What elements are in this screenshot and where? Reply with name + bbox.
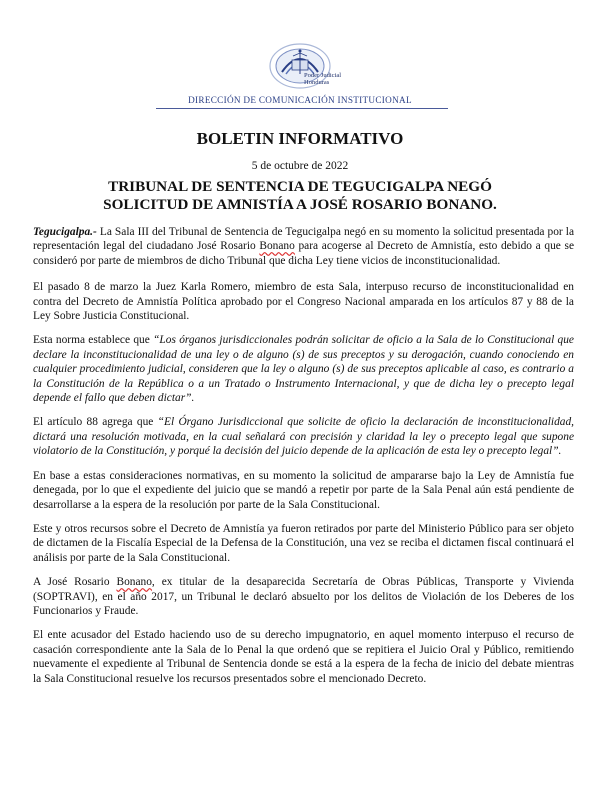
bulletin-date: 5 de octubre de 2022 (251, 160, 349, 172)
paragraph-2: El pasado 8 de marzo la Juez Karla Romero, miembro de esta Sala, interpuso recurso de inconstitucionalidad en contra del Decreto de Amnistía Política aprobado por el Congreso Nacional amparada en los artículos 87 y 88 de la Ley Sobre Justicia Constitucional. (33, 281, 574, 323)
paragraph-5: En base a estas consideraciones normativas, en su momento la solicitud de ampararse bajo la Ley de Amnistía fue denegada, por lo que el expediente del juicio que se mandó a repetir por parte de la Sala Penal aún está pendiente de desarrollarse a la espera de la resolución por parte de la Sala Constitucional. (33, 469, 574, 511)
paragraph-1 (33, 225, 574, 268)
poder-judicial-logo-icon (262, 38, 338, 96)
paragraph-6: Este y otros recursos sobre el Decreto de Amnistía ya fueron retirados por parte del Ministerio Público para ser objeto de dictamen de la Fiscalía Especial de la Defensa de la Constitución, una vez se reciba el dictamen fiscal continuará el análisis por parte de la Sala Constitucional. (33, 522, 574, 564)
headline-line-1: TRIBUNAL DE SENTENCIA DE TEGUCIGALPA NEGÓ (108, 178, 492, 195)
person-name: Bonano (259, 240, 295, 253)
person-name: Bonano (116, 576, 152, 589)
paragraph-4-intro: El artículo 88 agrega que (33, 416, 158, 429)
paragraph-4-quote: “El Órgano Jurisdiccional que solicite de oficio la declaración de inconstitucionalidad, dictará una resolución motivada, en la cual señalará con precisión y claridad la ley o precepto legal que supone violatorio de la Constitución, y porqué la decisión del juicio depende de la aplicación de esta ley o precepto legal”. (33, 416, 574, 458)
logo-caption (304, 72, 341, 86)
paragraph-3 (33, 333, 574, 405)
paragraph-7-text-a: A José Rosario (33, 576, 117, 589)
bulletin-title: BOLETIN INFORMATIVO (196, 129, 404, 148)
paragraph-3-quote: “Los órganos jurisdiccionales podrán solicitar de oficio a la Sala de lo Constitucional que declare la inconstitucionalidad de una ley o de alguno (s) de sus preceptos y su derogación, cuando conociendo en cualquier procedimiento judicial, consideren que la ley o alguno (s) de sus preceptos aplicable al caso, es contrario a la Constitución de la República o a un Tratado o Instrumento Internacional, y que de dicha ley o precepto legal depende el fallo que deben dictar”. (33, 334, 574, 405)
department-name: DIRECCIÓN DE COMUNICACIÓN INSTITUCIONAL (188, 95, 412, 105)
paragraph-7-text-b: , ex titular de la desaparecida Secretaría de Obras Públicas, Transporte y Vivienda (SOPTRAVI), en el año 2017, un Tribunal le declaró absuelto por los delitos de Violación de los Deberes de los Funcionarios y Fraude. (33, 576, 574, 617)
dateline: Tegucigalpa.- (33, 226, 97, 238)
paragraph-7 (33, 575, 574, 618)
headline (60, 178, 540, 214)
org-name-line2: Honduras (304, 79, 330, 86)
article-body (33, 225, 574, 696)
paragraph-1-text-b: para acogerse al Decreto de Amnistía, esto debido a que se consideró por parte de miembros de dicho Tribunal que dicha Ley tiene vicios de inconstitucionalidad. (33, 240, 575, 267)
paragraph-1-text-a: La Sala III del Tribunal de Sentencia de Tegucigalpa negó en su momento la solicitud presentada por la representación legal del ciudadano José Rosario (33, 226, 574, 253)
org-name-line1: Poder Judicial (304, 72, 342, 79)
paragraph-4 (33, 415, 574, 458)
paragraph-3-intro: Esta norma establece que (33, 334, 154, 347)
paragraph-8: El ente acusador del Estado haciendo uso de su derecho impugnatorio, en aquel momento interpuso el recurso de casación correspondiente ante la Sala de lo Penal la que ordenó que se repitiera el Juicio Oral y Público, remitiendo nuevamente el expediente al Tribunal de Sentencia donde se está a la espera de la fecha de inicio del debate mientras la Sala Constitucional resuelve los recursos presentados sobre el mencionado Decreto. (33, 629, 574, 685)
headline-line-2: SOLICITUD DE AMNISTÍA A JOSÉ ROSARIO BONANO. (103, 196, 497, 213)
header-divider (156, 108, 448, 109)
